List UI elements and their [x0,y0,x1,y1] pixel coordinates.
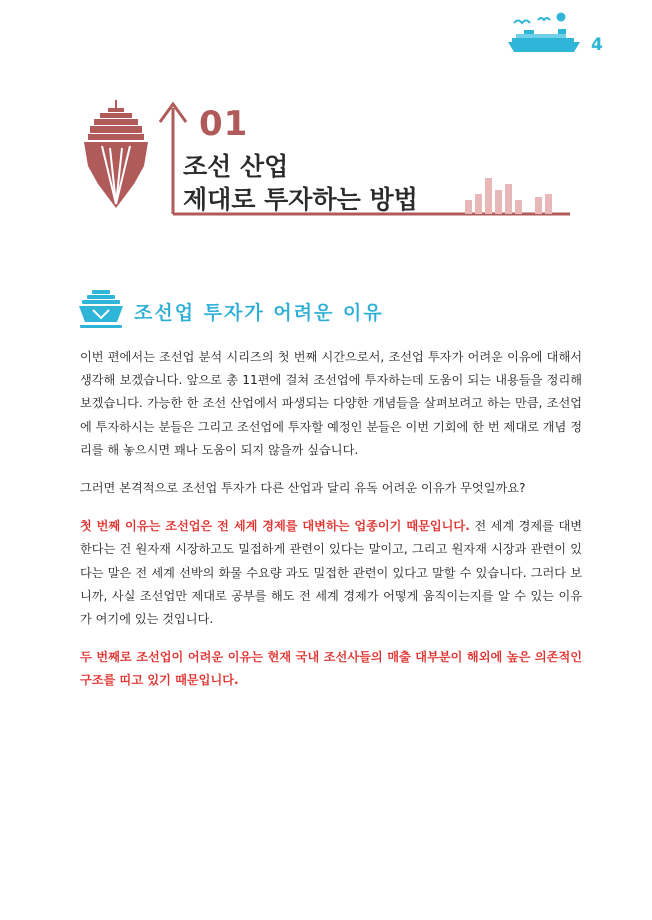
paragraph [80,646,582,692]
ship-icon [78,288,124,330]
body-text [80,346,582,708]
ship-icon [504,10,584,58]
highlight-text: 첫 번째 이유는 조선업은 전 세계 경제를 대변하는 업종이기 때문입니다. [80,519,470,534]
ship-icon [84,100,148,208]
highlight-text: 두 번째로 조선업이 어려운 이유는 현재 국내 조선사들의 매출 대부분이 해외에 높은 의존적인 구조를 띠고 있기 때문입니다. [80,650,582,688]
chapter-title-line2: 제대로 투자하는 방법 [183,185,418,214]
chapter-title-line1: 조선 산업 [183,152,289,181]
page-number: 4 [591,35,603,55]
paragraph-text: 전 세계 경제를 대변한다는 건 원자재 시장하고도 밀접하게 관련이 있다는 말이고, 그리고 원자재 시장과 관련이 있다는 말은 전 세계 선박의 화물 수요량 과도 밀접한 관련이 있다고 말할 수 있습니다. 그러다 보니까, 사실 조선업만 제대로 공부를 해도 전 세계 경제가 어떻게 움직이는지를 알 수 있는 이유가 여기에 있는 것입니다. [80,519,582,627]
paragraph: 그러면 본격적으로 조선업 투자가 다른 산업과 달리 유독 어려운 이유가 무엇일까요? [80,481,526,496]
section-title: 조선업 투자가 어려운 이유 [134,302,384,324]
paragraph: 이번 편에서는 조선업 분석 시리즈의 첫 번째 시간으로서, 조선업 투자가 어려운 이유에 대해서 생각해 보겠습니다. 앞으로 총 11편에 걸쳐 조선업에 투자하는데 도움이 되는 내용들을 정리해 보겠습니다. 가능한 한 조선 산업에서 파생되는 다양한 개념들을 살펴보려고 하는 만큼, 조선업에 투자하시는 분들은 그리고 조선업에 투자할 예정인 분들은 이번 기회에 한 번 제대로 개념 정리를 해 놓으시면 꽤나 도움이 되지 않을까 싶습니다. [80,350,582,457]
paragraph [80,515,582,631]
chapter-number: 01 [199,104,249,144]
